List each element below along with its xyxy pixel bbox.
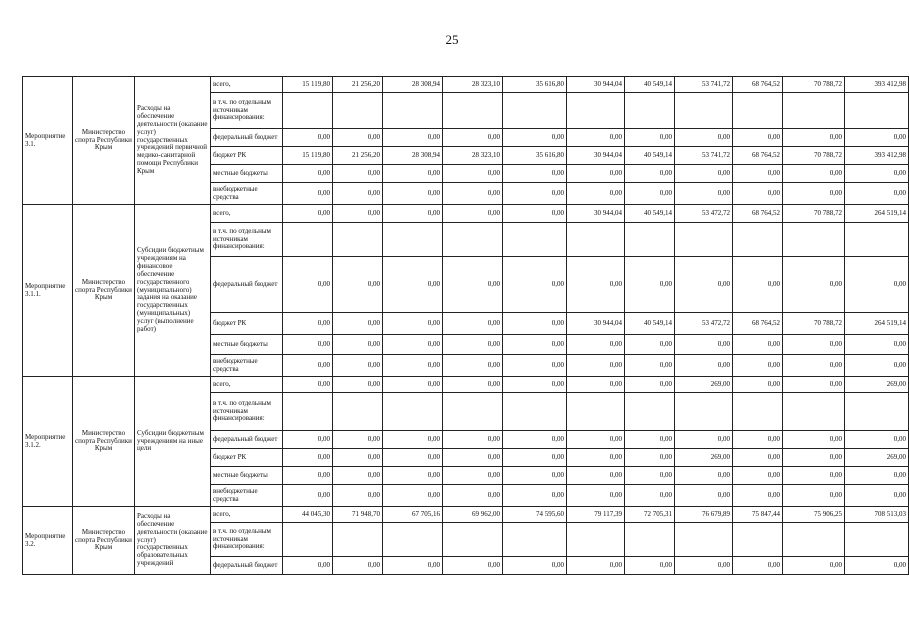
amount-cell: 0,00 (333, 257, 383, 313)
amount-cell (625, 523, 675, 557)
amount-cell: 0,00 (567, 467, 625, 485)
amount-cell: 70 788,72 (783, 313, 845, 335)
amount-cell: 0,00 (443, 449, 503, 467)
amount-cell: 0,00 (733, 557, 783, 575)
amount-cell: 0,00 (443, 183, 503, 205)
funding-source-label: внебюджетные средства (211, 485, 283, 507)
amount-cell: 0,00 (443, 485, 503, 507)
amount-cell: 0,00 (845, 557, 909, 575)
amount-cell: 0,00 (283, 165, 333, 183)
amount-cell: 0,00 (283, 467, 333, 485)
amount-cell: 69 962,00 (443, 507, 503, 523)
amount-cell (443, 523, 503, 557)
amount-cell: 0,00 (333, 557, 383, 575)
amount-cell: 0,00 (733, 183, 783, 205)
amount-cell: 53 472,72 (675, 313, 733, 335)
amount-cell: 393 412,98 (845, 77, 909, 93)
amount-cell (625, 223, 675, 257)
funding-source-label: местные бюджеты (211, 335, 283, 355)
funding-source-label: в т.ч. по отдельным источникам финансирования: (211, 93, 283, 129)
amount-cell: 0,00 (625, 485, 675, 507)
amount-cell: 0,00 (333, 205, 383, 223)
amount-cell (845, 393, 909, 431)
amount-cell: 0,00 (443, 257, 503, 313)
amount-cell: 0,00 (383, 355, 443, 377)
amount-cell: 70 788,72 (783, 205, 845, 223)
amount-cell (443, 93, 503, 129)
amount-cell: 72 705,31 (625, 507, 675, 523)
amount-cell (733, 223, 783, 257)
amount-cell: 0,00 (783, 335, 845, 355)
amount-cell: 0,00 (503, 485, 567, 507)
amount-cell (675, 523, 733, 557)
amount-cell: 0,00 (333, 129, 383, 147)
amount-cell: 0,00 (675, 257, 733, 313)
amount-cell: 67 705,16 (383, 507, 443, 523)
amount-cell: 0,00 (733, 355, 783, 377)
amount-cell: 0,00 (503, 557, 567, 575)
amount-cell: 0,00 (503, 183, 567, 205)
amount-cell: 0,00 (283, 205, 333, 223)
amount-cell (845, 223, 909, 257)
amount-cell: 0,00 (283, 485, 333, 507)
amount-cell: 0,00 (733, 377, 783, 393)
amount-cell: 0,00 (333, 165, 383, 183)
amount-cell: 68 764,52 (733, 313, 783, 335)
amount-cell: 28 308,94 (383, 77, 443, 93)
ministry-cell: Министерство спорта Республики Крым (73, 205, 135, 377)
amount-cell: 0,00 (443, 129, 503, 147)
amount-cell: 68 764,52 (733, 147, 783, 165)
amount-cell: 0,00 (733, 165, 783, 183)
amount-cell (283, 523, 333, 557)
amount-cell: 0,00 (567, 129, 625, 147)
amount-cell (503, 93, 567, 129)
amount-cell: 75 906,25 (783, 507, 845, 523)
amount-cell: 0,00 (625, 257, 675, 313)
amount-cell: 0,00 (733, 335, 783, 355)
funding-source-label: местные бюджеты (211, 467, 283, 485)
amount-cell: 15 119,80 (283, 77, 333, 93)
amount-cell: 0,00 (333, 485, 383, 507)
amount-cell: 0,00 (733, 449, 783, 467)
amount-cell (567, 93, 625, 129)
amount-cell: 0,00 (383, 467, 443, 485)
amount-cell: 0,00 (283, 335, 333, 355)
amount-cell: 0,00 (383, 313, 443, 335)
amount-cell: 0,00 (675, 557, 733, 575)
amount-cell: 30 944,04 (567, 313, 625, 335)
amount-cell (845, 93, 909, 129)
amount-cell: 269,00 (845, 449, 909, 467)
amount-cell: 35 616,80 (503, 77, 567, 93)
funding-source-label: внебюджетные средства (211, 183, 283, 205)
amount-cell: 53 741,72 (675, 77, 733, 93)
amount-cell: 0,00 (567, 183, 625, 205)
amount-cell (783, 93, 845, 129)
description-cell: Субсидии бюджетным учреждениям на иные цели (135, 377, 211, 507)
amount-cell: 0,00 (383, 183, 443, 205)
amount-cell (503, 393, 567, 431)
amount-cell (383, 523, 443, 557)
amount-cell: 0,00 (733, 485, 783, 507)
amount-cell: 74 595,60 (503, 507, 567, 523)
funding-source-label: в т.ч. по отдельным источникам финансирования: (211, 523, 283, 557)
amount-cell: 0,00 (567, 165, 625, 183)
amount-cell: 0,00 (383, 431, 443, 449)
amount-cell: 76 679,89 (675, 507, 733, 523)
amount-cell: 0,00 (443, 377, 503, 393)
amount-cell: 35 616,80 (503, 147, 567, 165)
amount-cell: 708 513,03 (845, 507, 909, 523)
amount-cell: 71 948,70 (333, 507, 383, 523)
amount-cell: 0,00 (783, 431, 845, 449)
measure-cell: Мероприятие 3.1.2. (23, 377, 73, 507)
measure-cell: Мероприятие 3.1.1. (23, 205, 73, 377)
amount-cell: 0,00 (625, 449, 675, 467)
amount-cell: 0,00 (625, 377, 675, 393)
amount-cell: 0,00 (443, 165, 503, 183)
amount-cell: 0,00 (625, 335, 675, 355)
amount-cell: 0,00 (443, 313, 503, 335)
amount-cell: 0,00 (283, 355, 333, 377)
amount-cell (283, 93, 333, 129)
amount-cell: 0,00 (283, 431, 333, 449)
amount-cell: 0,00 (783, 467, 845, 485)
amount-cell: 0,00 (503, 467, 567, 485)
amount-cell: 0,00 (333, 449, 383, 467)
amount-cell: 0,00 (567, 557, 625, 575)
amount-cell: 70 788,72 (783, 77, 845, 93)
amount-cell: 269,00 (675, 449, 733, 467)
amount-cell: 0,00 (783, 485, 845, 507)
funding-source-label: бюджет РК (211, 313, 283, 335)
amount-cell (383, 223, 443, 257)
amount-cell: 0,00 (845, 183, 909, 205)
amount-cell: 0,00 (443, 467, 503, 485)
amount-cell (567, 523, 625, 557)
ministry-cell: Министерство спорта Республики Крым (73, 377, 135, 507)
funding-source-label: внебюджетные средства (211, 355, 283, 377)
amount-cell: 0,00 (567, 355, 625, 377)
amount-cell: 0,00 (283, 313, 333, 335)
funding-source-label: бюджет РК (211, 147, 283, 165)
amount-cell: 0,00 (383, 557, 443, 575)
amount-cell: 79 117,39 (567, 507, 625, 523)
amount-cell: 0,00 (845, 355, 909, 377)
amount-cell: 0,00 (675, 431, 733, 449)
funding-source-label: всего, (211, 377, 283, 393)
amount-cell: 0,00 (503, 165, 567, 183)
budget-table (22, 76, 909, 575)
amount-cell: 0,00 (625, 129, 675, 147)
amount-cell: 21 256,20 (333, 147, 383, 165)
funding-source-label: всего, (211, 77, 283, 93)
table-row (23, 205, 909, 223)
amount-cell (567, 393, 625, 431)
amount-cell: 0,00 (733, 431, 783, 449)
description-cell: Расходы на обеспечение деятельности (оказание услуг) государственных учреждений первичной медико-санитарной помощи Республики Крым (135, 77, 211, 205)
amount-cell: 0,00 (567, 431, 625, 449)
amount-cell: 0,00 (675, 485, 733, 507)
amount-cell (783, 223, 845, 257)
amount-cell: 0,00 (845, 165, 909, 183)
amount-cell (675, 393, 733, 431)
amount-cell: 0,00 (625, 557, 675, 575)
amount-cell: 0,00 (503, 205, 567, 223)
amount-cell: 0,00 (845, 335, 909, 355)
amount-cell: 40 549,14 (625, 147, 675, 165)
amount-cell: 40 549,14 (625, 313, 675, 335)
amount-cell: 0,00 (675, 129, 733, 147)
amount-cell (783, 393, 845, 431)
table-row (23, 507, 909, 523)
amount-cell: 0,00 (567, 449, 625, 467)
amount-cell: 0,00 (283, 449, 333, 467)
ministry-cell: Министерство спорта Республики Крым (73, 507, 135, 575)
funding-source-label: федеральный бюджет (211, 257, 283, 313)
description-cell: Субсидии бюджетным учреждениям на финансовое обеспечение государственного (муниципального) задания на оказание государственных (муниципальных) услуг (выполнение работ) (135, 205, 211, 377)
amount-cell: 0,00 (625, 355, 675, 377)
funding-source-label: федеральный бюджет (211, 431, 283, 449)
amount-cell: 0,00 (845, 431, 909, 449)
amount-cell: 21 256,20 (333, 77, 383, 93)
amount-cell: 70 788,72 (783, 147, 845, 165)
amount-cell: 0,00 (845, 485, 909, 507)
amount-cell: 0,00 (845, 467, 909, 485)
amount-cell (733, 393, 783, 431)
amount-cell (283, 393, 333, 431)
amount-cell: 269,00 (675, 377, 733, 393)
amount-cell: 0,00 (675, 335, 733, 355)
amount-cell: 0,00 (283, 557, 333, 575)
amount-cell: 0,00 (675, 183, 733, 205)
funding-source-label: всего, (211, 205, 283, 223)
amount-cell: 0,00 (567, 377, 625, 393)
amount-cell: 0,00 (283, 257, 333, 313)
amount-cell: 0,00 (383, 485, 443, 507)
amount-cell: 0,00 (333, 467, 383, 485)
amount-cell: 30 944,04 (567, 205, 625, 223)
amount-cell: 0,00 (783, 165, 845, 183)
amount-cell (443, 223, 503, 257)
amount-cell (283, 223, 333, 257)
amount-cell: 0,00 (383, 377, 443, 393)
amount-cell: 0,00 (675, 165, 733, 183)
amount-cell (503, 523, 567, 557)
amount-cell (733, 523, 783, 557)
amount-cell (383, 93, 443, 129)
amount-cell: 28 308,94 (383, 147, 443, 165)
amount-cell: 0,00 (503, 377, 567, 393)
amount-cell: 0,00 (783, 129, 845, 147)
funding-source-label: федеральный бюджет (211, 557, 283, 575)
amount-cell (675, 93, 733, 129)
amount-cell: 0,00 (675, 355, 733, 377)
funding-source-label: в т.ч. по отдельным источникам финансирования: (211, 223, 283, 257)
amount-cell: 0,00 (333, 431, 383, 449)
amount-cell (625, 93, 675, 129)
amount-cell: 0,00 (283, 183, 333, 205)
amount-cell: 28 323,10 (443, 147, 503, 165)
amount-cell: 0,00 (567, 485, 625, 507)
amount-cell: 0,00 (443, 431, 503, 449)
amount-cell: 0,00 (625, 467, 675, 485)
amount-cell (733, 93, 783, 129)
amount-cell: 0,00 (383, 129, 443, 147)
funding-source-label: местные бюджеты (211, 165, 283, 183)
funding-source-label: всего, (211, 507, 283, 523)
amount-cell: 0,00 (333, 183, 383, 205)
amount-cell (845, 523, 909, 557)
amount-cell (333, 93, 383, 129)
amount-cell: 0,00 (783, 183, 845, 205)
amount-cell: 0,00 (567, 335, 625, 355)
amount-cell (783, 523, 845, 557)
funding-source-label: бюджет РК (211, 449, 283, 467)
amount-cell: 0,00 (783, 557, 845, 575)
amount-cell: 0,00 (783, 377, 845, 393)
amount-cell: 0,00 (283, 129, 333, 147)
measure-cell: Мероприятие 3.1. (23, 77, 73, 205)
amount-cell: 269,00 (845, 377, 909, 393)
amount-cell: 0,00 (503, 449, 567, 467)
amount-cell: 0,00 (625, 165, 675, 183)
amount-cell: 0,00 (503, 129, 567, 147)
amount-cell (675, 223, 733, 257)
amount-cell: 0,00 (783, 257, 845, 313)
table-row (23, 377, 909, 393)
amount-cell: 0,00 (625, 183, 675, 205)
amount-cell: 44 045,30 (283, 507, 333, 523)
amount-cell: 0,00 (333, 313, 383, 335)
amount-cell: 0,00 (503, 431, 567, 449)
amount-cell: 0,00 (845, 257, 909, 313)
amount-cell: 0,00 (733, 257, 783, 313)
amount-cell: 28 323,10 (443, 77, 503, 93)
amount-cell: 0,00 (783, 449, 845, 467)
page-number: 25 (445, 32, 459, 47)
amount-cell: 30 944,04 (567, 77, 625, 93)
amount-cell: 30 944,04 (567, 147, 625, 165)
amount-cell: 0,00 (567, 257, 625, 313)
amount-cell (503, 223, 567, 257)
amount-cell: 393 412,98 (845, 147, 909, 165)
amount-cell (567, 223, 625, 257)
budget-table-body (23, 77, 909, 575)
amount-cell: 53 472,72 (675, 205, 733, 223)
amount-cell (333, 223, 383, 257)
amount-cell: 15 119,80 (283, 147, 333, 165)
amount-cell: 0,00 (443, 557, 503, 575)
amount-cell: 0,00 (733, 467, 783, 485)
amount-cell: 68 764,52 (733, 77, 783, 93)
amount-cell (383, 393, 443, 431)
amount-cell: 0,00 (383, 257, 443, 313)
amount-cell: 0,00 (383, 449, 443, 467)
funding-source-label: в т.ч. по отдельным источникам финансирования: (211, 393, 283, 431)
amount-cell: 53 741,72 (675, 147, 733, 165)
amount-cell: 0,00 (675, 467, 733, 485)
amount-cell: 40 549,14 (625, 205, 675, 223)
amount-cell (333, 523, 383, 557)
amount-cell: 40 549,14 (625, 77, 675, 93)
measure-cell: Мероприятие 3.2. (23, 507, 73, 575)
amount-cell: 0,00 (443, 335, 503, 355)
amount-cell: 68 764,52 (733, 205, 783, 223)
amount-cell: 264 519,14 (845, 205, 909, 223)
ministry-cell: Министерство спорта Республики Крым (73, 77, 135, 205)
amount-cell: 75 847,44 (733, 507, 783, 523)
amount-cell: 0,00 (333, 355, 383, 377)
amount-cell: 0,00 (333, 377, 383, 393)
amount-cell: 264 519,14 (845, 313, 909, 335)
amount-cell: 0,00 (733, 129, 783, 147)
amount-cell: 0,00 (443, 355, 503, 377)
amount-cell (625, 393, 675, 431)
description-cell: Расходы на обеспечение деятельности (оказание услуг) государственных образовательных учреждений (135, 507, 211, 575)
amount-cell: 0,00 (283, 377, 333, 393)
amount-cell: 0,00 (503, 257, 567, 313)
amount-cell: 0,00 (383, 165, 443, 183)
amount-cell: 0,00 (503, 355, 567, 377)
amount-cell: 0,00 (625, 431, 675, 449)
amount-cell: 0,00 (503, 313, 567, 335)
amount-cell: 0,00 (503, 335, 567, 355)
amount-cell: 0,00 (383, 335, 443, 355)
amount-cell: 0,00 (783, 355, 845, 377)
amount-cell: 0,00 (443, 205, 503, 223)
amount-cell: 0,00 (845, 129, 909, 147)
amount-cell (443, 393, 503, 431)
amount-cell: 0,00 (333, 335, 383, 355)
funding-source-label: федеральный бюджет (211, 129, 283, 147)
amount-cell (333, 393, 383, 431)
amount-cell: 0,00 (383, 205, 443, 223)
table-row (23, 77, 909, 93)
